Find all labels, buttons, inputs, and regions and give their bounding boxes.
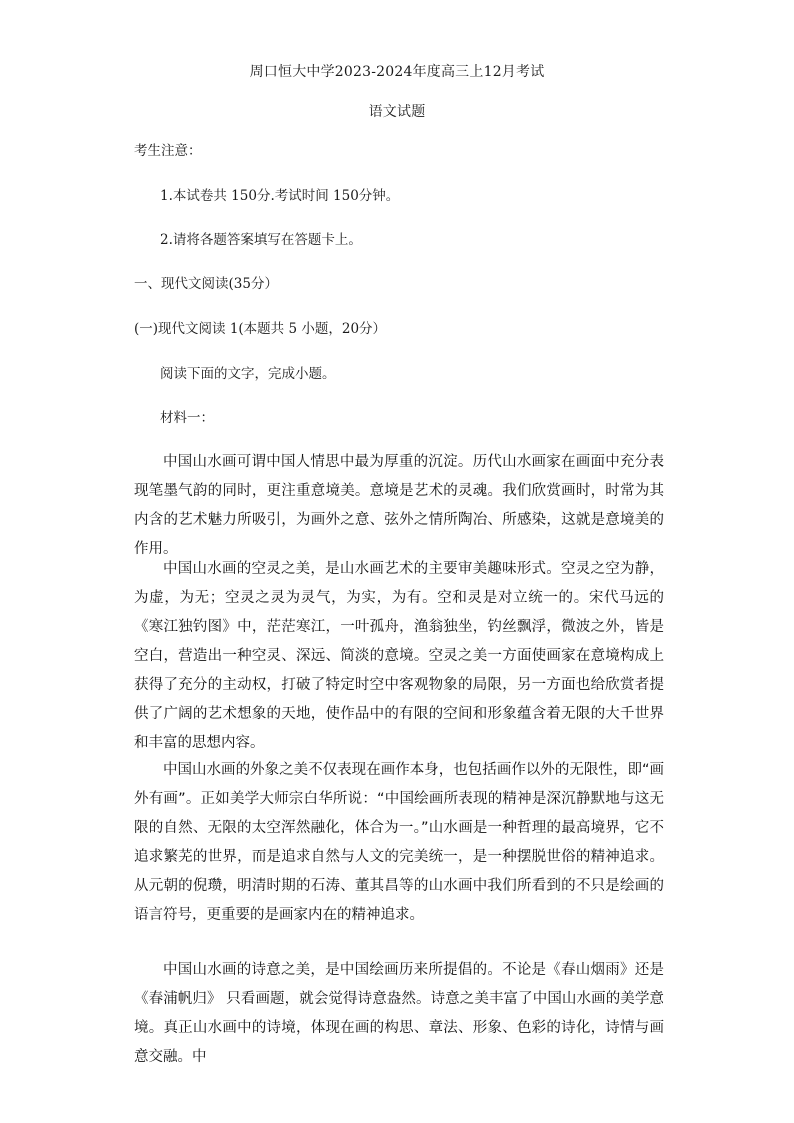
passage-paragraph-2: 中国山水画的空灵之美，是山水画艺术的主要审美趣味形式。空灵之空为静，为虚，为无；空灵之灵为灵气，为实，为有。空和灵是对立统一的。宋代马远的《寒江独钓图》中，茫茫寒江，一叶孤舟，渔翁独坐，钓丝飘浮，微波之外，皆是空白，营造出一种空灵、深远、简淡的意境。空灵之美一方面使画家在意境构成上获得了充分的主动权，打破了特定时空中客观物象的局限，另一方面也给欣赏者提供了广阔的艺术想象的天地，使作品中的有限的空间和形象蕴含着无限的大千世界和丰富的思想内容。 (134, 561, 664, 751)
section-heading: 一、现代文阅读(35分） (134, 276, 278, 292)
subsection-heading: (一)现代文阅读 1(本题共 5 小题，20分） (134, 321, 387, 337)
passage-paragraph-4: 中国山水画的诗意之美，是中国绘画历来所提倡的。不论是《春山烟雨》还是《春浦帆归》 只看画题，就会觉得诗意盎然。诗意之美丰富了中国山水画的美学意境。真正山水画中的诗境，体现在画的构思、章法、形象、色彩的诗化，诗情与画意交融。中 (134, 962, 664, 1065)
notice-item-2: 2.请将各题答案填写在答题卡上。 (160, 232, 362, 248)
passage-paragraph-3: 中国山水画的外象之美不仅表现在画作本身，也包括画作以外的无限性，即“画外有画”。正如美学大师宗白华所说：“中国绘画所表现的精神是深沉静默地与这无限的自然、无限的太空浑然融化，体合为一。”山水画是一种哲理的最高境界，它不追求繁芜的世界，而是追求自然与人文的完美统一，是一种摆脱世俗的精神追求。从元朝的倪瓒，明清时期的石涛、董其昌等的山水画中我们所看到的不只是绘画的语言符号，更重要的是画家内在的精神追求。 (134, 762, 664, 923)
notice-heading: 考生注意： (134, 143, 202, 159)
passage-paragraph-1: 中国山水画可谓中国人情思中最为厚重的沉淀。历代山水画家在画面中充分表现笔墨气韵的同时，更注重意境美。意境是艺术的灵魂。我们欣赏画时，时常为其内含的艺术魅力所吸引，为画外之意、弦外之情所陶冶、所感染，这就是意境美的作用。 (134, 454, 664, 557)
notice-item-1: 1.本试卷共 150分.考试时间 150分钟。 (160, 188, 400, 204)
exam-title: 周口恒大中学2023-2024年度高三上12月考试 (249, 64, 545, 80)
reading-instruction: 阅读下面的文字，完成小题。 (160, 366, 336, 382)
material-label: 材料一： (160, 410, 214, 426)
subject-title: 语文试题 (368, 104, 426, 120)
